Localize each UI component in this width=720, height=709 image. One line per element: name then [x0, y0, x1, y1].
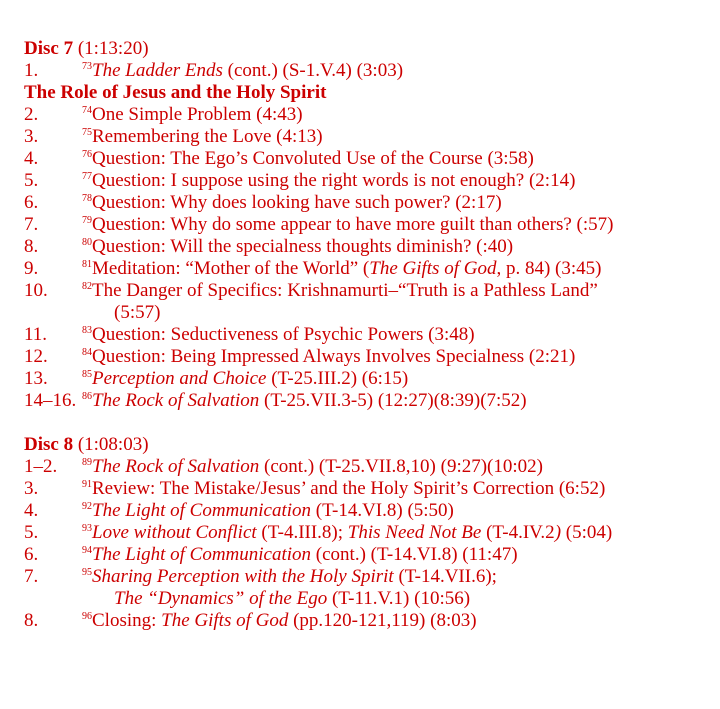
track-number: 2.	[24, 104, 39, 125]
track-text: Closing:	[92, 610, 162, 631]
track-text: The Gifts of God	[369, 258, 497, 279]
track-title	[82, 126, 714, 148]
track-text: (cont.) (S-1.V.4) (3:03)	[222, 60, 404, 81]
track-number: 11.	[24, 324, 48, 345]
track-row	[24, 456, 714, 478]
footnote-marker: 96	[82, 611, 92, 622]
track-text: (cont.) (T-14.VI.8) (11:47)	[311, 544, 518, 565]
footnote-marker: 81	[82, 259, 92, 270]
track-title	[82, 324, 714, 346]
track-number: 8.	[24, 236, 39, 257]
disc-spacer	[24, 412, 714, 434]
track-text: Review: The Mistake/Jesus’ and the Holy Spirit’s Correction (6:52)	[92, 478, 606, 499]
track-text: (5:04)	[561, 522, 613, 543]
track-title-continuation	[24, 588, 714, 610]
track-number: 3.	[24, 126, 39, 147]
track-text: (T-14.VII.6);	[393, 566, 497, 587]
track-text: Sharing Perception with the Holy Spirit	[92, 566, 394, 587]
track-row	[24, 126, 714, 148]
track-row	[24, 500, 714, 522]
footnote-marker: 78	[82, 193, 92, 204]
footnote-marker: 74	[82, 105, 92, 116]
track-text: (pp.120-121,119) (8:03)	[288, 610, 477, 631]
footnote-marker: 95	[82, 567, 92, 578]
track-title	[82, 522, 714, 544]
track-text: One Simple Problem (4:43)	[92, 104, 303, 125]
track-row	[24, 610, 714, 632]
track-text: Remembering the Love (4:13)	[92, 126, 323, 147]
track-row	[24, 324, 714, 346]
track-number: 14–16.	[24, 390, 77, 411]
track-text: Question: Will the specialness thoughts diminish? (:40)	[92, 236, 514, 257]
disc-8-track-list	[24, 456, 714, 632]
track-row	[24, 236, 714, 258]
track-text: Question: Seductiveness of Psychic Powers (3:48)	[92, 324, 475, 345]
track-title	[82, 236, 714, 258]
track-text: The Light of Communication	[92, 544, 312, 565]
track-text: The Ladder Ends	[92, 60, 223, 81]
footnote-marker: 80	[82, 237, 92, 248]
track-row	[24, 60, 714, 82]
track-title	[82, 390, 714, 412]
track-row	[24, 522, 714, 544]
track-text: Question: I suppose using the right words is not enough? (2:14)	[92, 170, 576, 191]
track-title	[82, 346, 714, 368]
track-text: (5:57)	[114, 302, 161, 323]
track-number: 4.	[24, 500, 39, 521]
track-row	[24, 390, 714, 412]
track-number: 1–2.	[24, 456, 58, 477]
track-text: (T-11.V.1) (10:56)	[327, 588, 471, 609]
track-text: This Need Not Be	[347, 522, 482, 543]
track-row	[24, 544, 714, 566]
track-text: The Rock of Salvation	[92, 456, 260, 477]
footnote-marker: 76	[82, 149, 92, 160]
track-text: )	[554, 522, 562, 543]
track-text: Question: Why does looking have such power? (2:17)	[92, 192, 502, 213]
track-row	[24, 566, 714, 588]
section-title: The Role of Jesus and the Holy Spirit	[24, 82, 327, 103]
track-text: The Gifts of God	[161, 610, 289, 631]
track-text: (T-4.IV.2	[481, 522, 555, 543]
track-number: 3.	[24, 478, 39, 499]
track-number: 4.	[24, 148, 39, 169]
track-number: 1.	[24, 60, 39, 81]
track-number: 6.	[24, 544, 39, 565]
track-row	[24, 368, 714, 390]
track-title	[82, 148, 714, 170]
track-text: Question: The Ego’s Convoluted Use of the Course (3:58)	[92, 148, 534, 169]
track-title	[82, 60, 714, 82]
track-row	[24, 214, 714, 236]
track-title	[82, 214, 714, 236]
track-number: 9.	[24, 258, 39, 279]
footnote-marker: 84	[82, 347, 92, 358]
track-number: 10.	[24, 280, 48, 301]
disc-7-tracks-intro	[24, 60, 714, 82]
track-text: Love without Conflict	[92, 522, 257, 543]
track-text: The Danger of Specifics: Krishnamurti–“Truth is a Pathless Land”	[92, 280, 598, 301]
track-title	[82, 170, 714, 192]
footnote-marker: 75	[82, 127, 92, 138]
track-row	[24, 192, 714, 214]
track-title	[82, 104, 714, 126]
track-text: Question: Being Impressed Always Involves Specialness (2:21)	[92, 346, 576, 367]
track-number: 5.	[24, 170, 39, 191]
track-text: (T-25.VII.3-5) (12:27)(8:39)(7:52)	[259, 390, 527, 411]
disc-7-label: Disc 7	[24, 38, 74, 59]
track-title	[82, 192, 714, 214]
track-title	[82, 478, 714, 500]
track-title	[82, 500, 714, 522]
track-text: (cont.) (T-25.VII.8,10) (9:27)(10:02)	[259, 456, 543, 477]
disc-7-heading	[24, 38, 714, 60]
track-number: 6.	[24, 192, 39, 213]
track-text: Question: Why do some appear to have more guilt than others? (:57)	[92, 214, 614, 235]
footnote-marker: 79	[82, 215, 92, 226]
track-title	[82, 566, 714, 588]
track-number: 13.	[24, 368, 48, 389]
footnote-marker: 85	[82, 369, 92, 380]
track-text: (T-25.III.2) (6:15)	[266, 368, 409, 389]
footnote-marker: 89	[82, 457, 92, 468]
track-number: 12.	[24, 346, 48, 367]
disc-7-track-list	[24, 104, 714, 412]
track-row	[24, 280, 714, 302]
disc-8-heading	[24, 434, 714, 456]
track-number: 8.	[24, 610, 39, 631]
track-text: (T-14.VI.8) (5:50)	[311, 500, 454, 521]
track-row	[24, 478, 714, 500]
track-text: The Rock of Salvation	[92, 390, 260, 411]
footnote-marker: 83	[82, 325, 92, 336]
track-text: (T-4.III.8);	[256, 522, 348, 543]
track-text: , p. 84) (3:45)	[496, 258, 602, 279]
track-text: The “Dynamics” of the Ego	[114, 588, 328, 609]
track-number: 7.	[24, 214, 39, 235]
disc-8-label: Disc 8	[24, 434, 74, 455]
track-title	[82, 280, 714, 302]
disc-8-duration: (1:08:03)	[77, 434, 149, 455]
track-title	[82, 258, 714, 280]
footnote-marker: 73	[82, 61, 92, 72]
track-number: 7.	[24, 566, 39, 587]
disc-7-duration: (1:13:20)	[77, 38, 149, 59]
footnote-marker: 77	[82, 171, 92, 182]
track-row	[24, 104, 714, 126]
track-title	[82, 544, 714, 566]
track-number: 5.	[24, 522, 39, 543]
track-text: Perception and Choice	[92, 368, 267, 389]
track-title	[82, 368, 714, 390]
footnote-marker: 91	[82, 479, 92, 490]
track-row	[24, 148, 714, 170]
footnote-marker: 82	[82, 281, 92, 292]
track-title-continuation	[24, 302, 714, 324]
footnote-marker: 94	[82, 545, 92, 556]
track-title	[82, 456, 714, 478]
track-row	[24, 170, 714, 192]
footnote-marker: 92	[82, 501, 92, 512]
footnote-marker: 86	[82, 391, 92, 402]
footnote-marker: 93	[82, 523, 92, 534]
track-title	[82, 610, 714, 632]
track-row	[24, 258, 714, 280]
track-list-page	[24, 38, 714, 632]
track-text: The Light of Communication	[92, 500, 312, 521]
track-row	[24, 346, 714, 368]
track-text: Meditation: “Mother of the World” (	[92, 258, 370, 279]
